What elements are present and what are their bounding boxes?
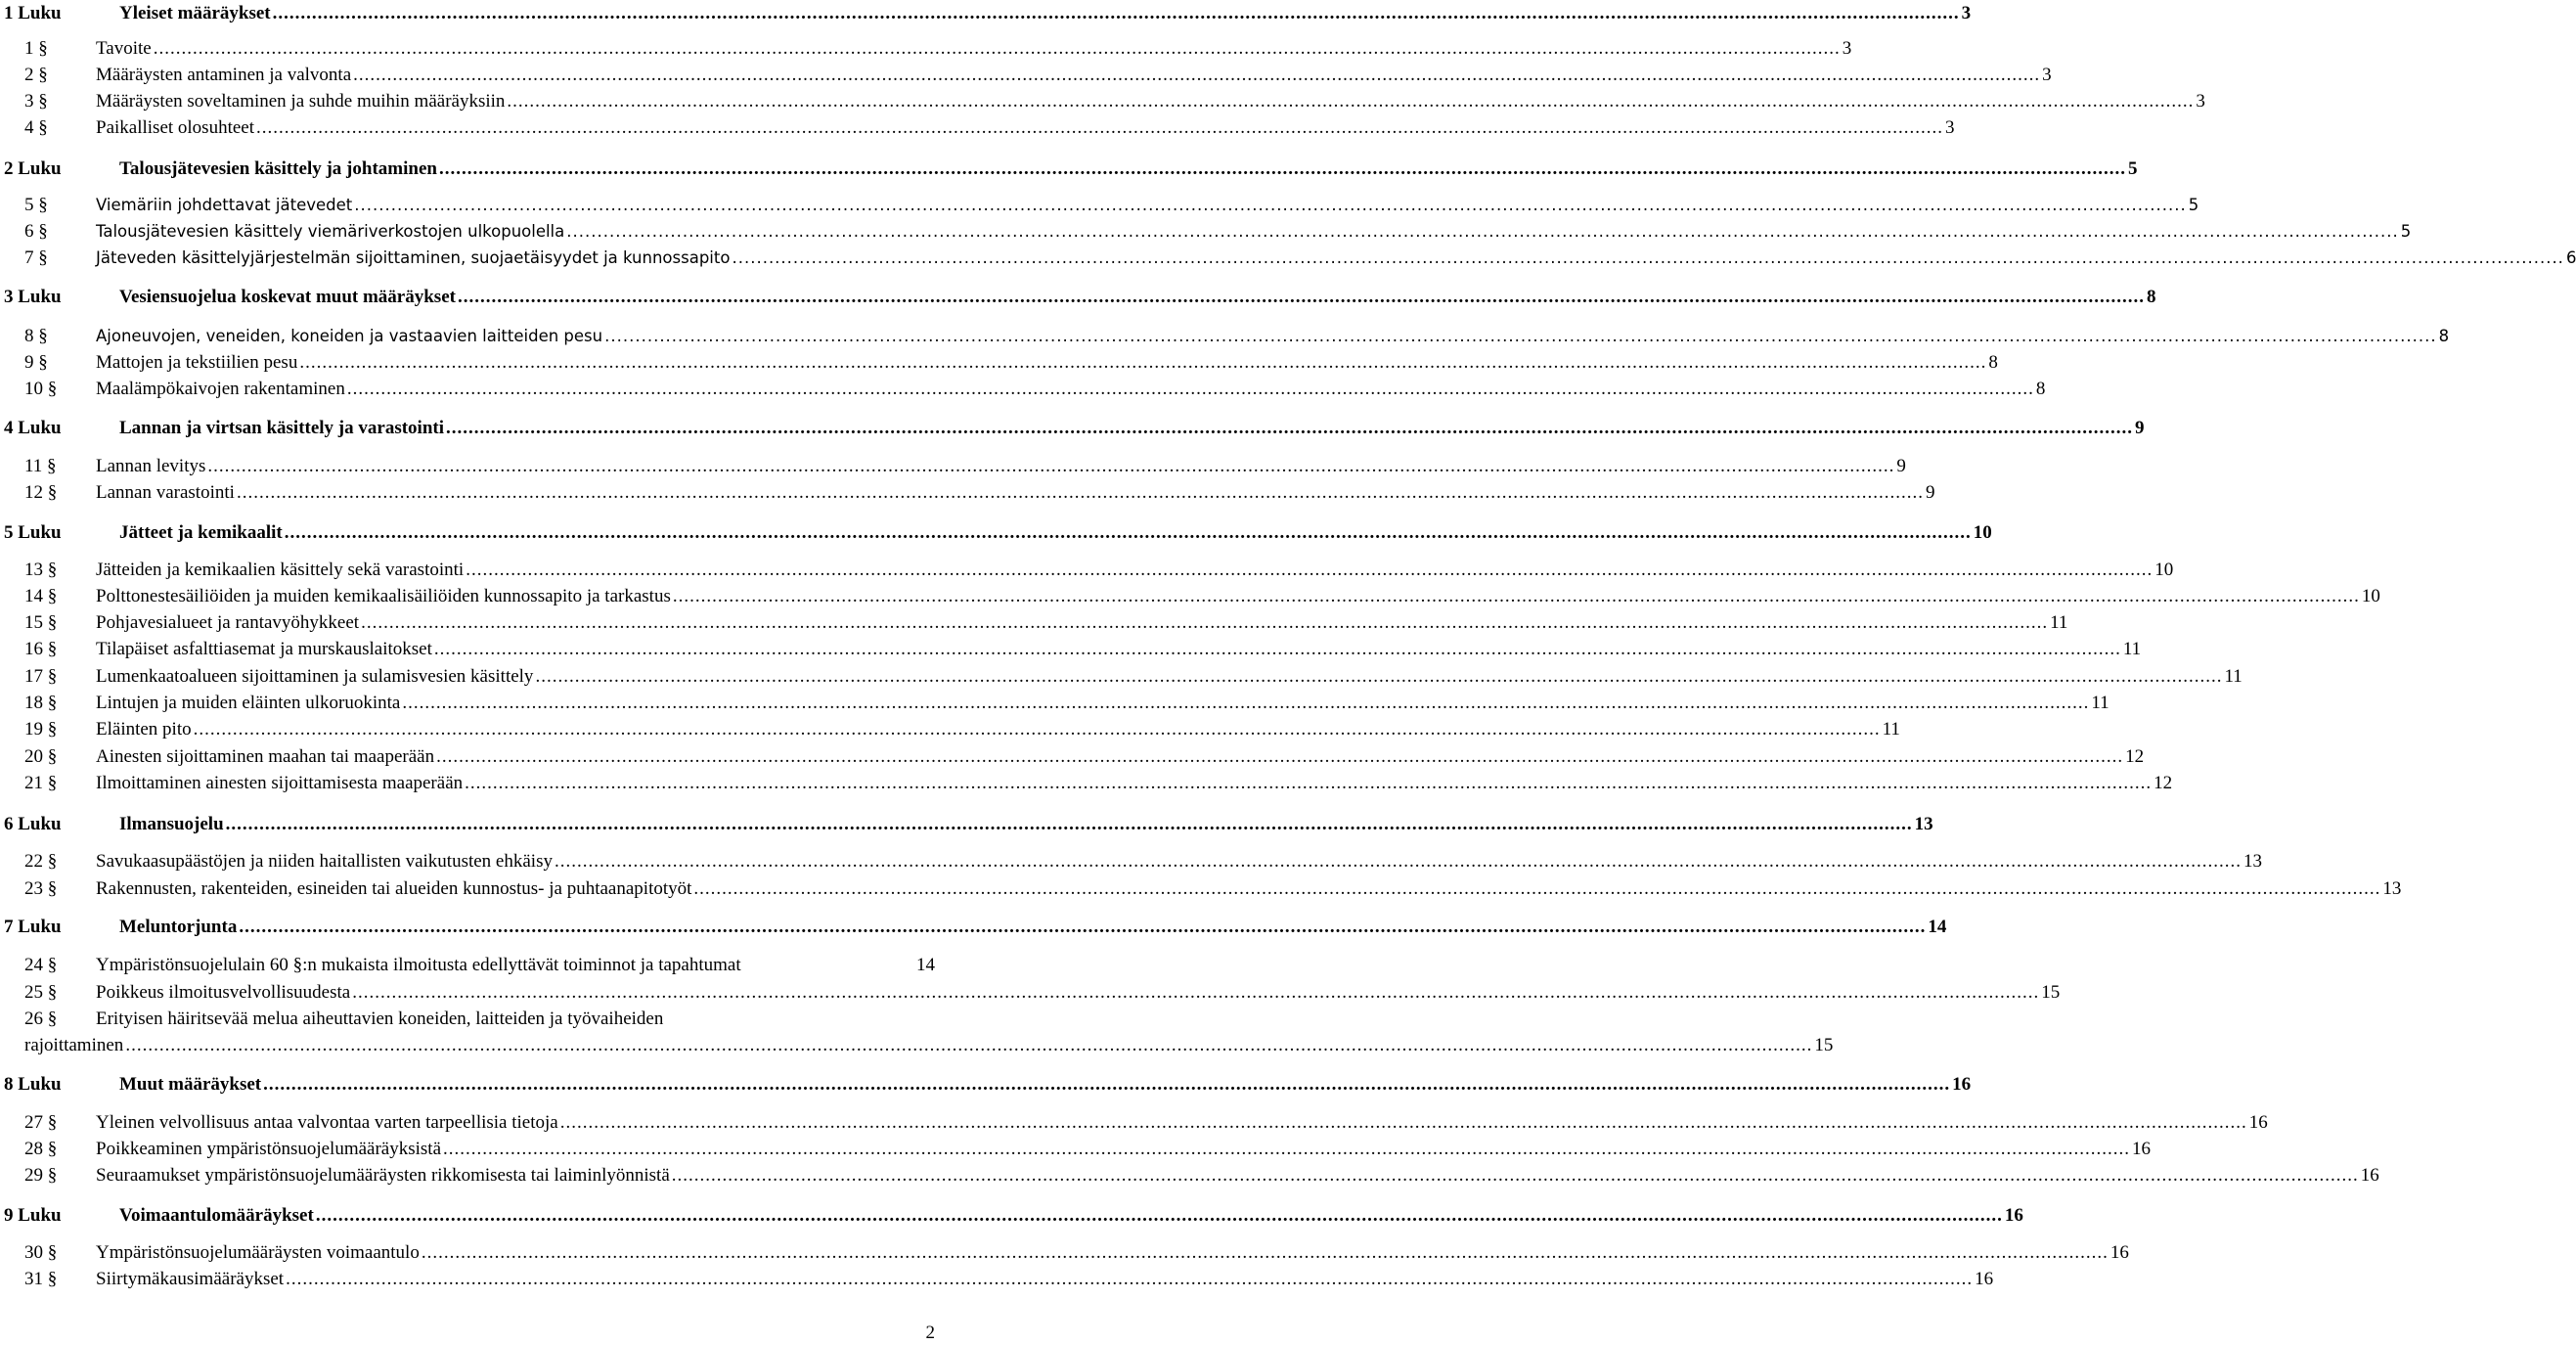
section-title: Polttonestesäiliöiden ja muiden kemikaalisäiliöiden kunnossapito ja tarkastus	[96, 586, 671, 606]
toc-section-entry-continuation	[0, 1034, 1834, 1057]
dot-leader: ............................................................................................................................................................................................................................................................................................................	[436, 746, 2124, 767]
dot-leader: ............................................................................................................................................................................................................................................................................................................	[225, 814, 1913, 834]
toc-chapter-entry	[0, 916, 1947, 939]
toc-section-entry	[0, 455, 1906, 478]
section-number: 1 §	[24, 38, 48, 59]
section-page-number: 3	[1945, 117, 1955, 138]
section-page-number: 3	[2042, 65, 2052, 85]
section-number: 16 §	[24, 639, 58, 659]
section-title: Rakennusten, rakenteiden, esineiden tai alueiden kunnostus- ja puhtaanapitotyöt	[96, 878, 692, 899]
section-title: Tilapäiset asfalttiasemat ja murskauslaitokset	[96, 639, 432, 659]
toc-section-entry	[0, 692, 2110, 715]
chapter-label: 1 Luku	[4, 3, 62, 23]
dot-leader: ............................................................................................................................................................................................................................................................................................................	[535, 666, 2223, 687]
toc-section-entry	[0, 220, 2412, 244]
toc-chapter-entry	[0, 417, 2145, 440]
chapter-label: 5 Luku	[4, 522, 62, 543]
section-number: 9 §	[24, 352, 48, 373]
section-page-number: 6	[2565, 248, 2576, 267]
chapter-title: Yleiset määräykset	[119, 3, 271, 23]
section-title: Jätteiden ja kemikaalien käsittely sekä varastointi	[96, 560, 465, 580]
dot-leader: ............................................................................................................................................................................................................................................................................................................	[346, 379, 2034, 399]
section-title: Lumenkaatoalueen sijoittaminen ja sulamisvesien käsittely	[96, 666, 534, 687]
chapter-title: Ilmansuojelu	[119, 814, 224, 834]
chapter-label: 9 Luku	[4, 1205, 62, 1226]
dot-leader: ............................................................................................................................................................................................................................................................................................................	[353, 65, 2041, 85]
dot-leader: ............................................................................................................................................................................................................................................................................................................	[272, 3, 1960, 23]
chapter-label: 3 Luku	[4, 287, 62, 307]
section-page-number: 15	[2041, 982, 2061, 1003]
dot-leader: ............................................................................................................................................................................................................................................................................................................	[732, 248, 2564, 267]
dot-leader: ............................................................................................................................................................................................................................................................................................................	[554, 851, 2242, 872]
chapter-page-number: 10	[1973, 522, 1992, 543]
section-page-number: 8	[2035, 379, 2046, 399]
section-number: 19 §	[24, 719, 58, 740]
toc-section-entry	[0, 325, 2450, 348]
toc-chapter-entry	[0, 1073, 1972, 1097]
section-number: 27 §	[24, 1112, 58, 1133]
toc-chapter-entry	[0, 521, 1992, 545]
section-page-number: 9	[1925, 482, 1935, 503]
dot-leader: ............................................................................................................................................................................................................................................................................................................	[443, 1139, 2131, 1159]
section-page-number: 12	[2154, 773, 2173, 793]
toc-section-entry	[0, 1241, 2129, 1265]
toc-section-entry	[0, 665, 2243, 689]
toc-section-entry	[0, 1008, 935, 1031]
toc-section-entry	[0, 378, 2046, 401]
toc-section-entry	[0, 559, 2174, 582]
chapter-page-number: 16	[2004, 1205, 2023, 1226]
section-page-number: 10	[2361, 586, 2380, 606]
section-number: 7 §	[24, 247, 48, 268]
page-number: 2	[925, 1323, 935, 1343]
dot-leader: ............................................................................................................................................................................................................................................................................................................	[421, 1242, 2109, 1263]
section-title: Erityisen häiritsevää melua aiheuttavien koneiden, laitteiden ja työvaiheiden	[96, 1009, 664, 1029]
dot-leader: ............................................................................................................................................................................................................................................................................................................	[286, 1269, 1974, 1289]
chapter-label: 4 Luku	[4, 418, 62, 438]
section-title: Jäteveden käsittelyjärjestelmän sijoittaminen, suojaetäisyydet ja kunnossapito	[96, 248, 731, 267]
toc-section-entry	[0, 772, 2173, 795]
dot-leader: ............................................................................................................................................................................................................................................................................................................	[507, 91, 2195, 112]
section-page-number: 14	[916, 955, 935, 975]
toc-chapter-entry	[0, 157, 2138, 181]
toc-section-entry	[0, 611, 2068, 635]
section-number: 2 §	[24, 65, 48, 85]
toc-chapter-entry	[0, 286, 2156, 309]
chapter-page-number: 13	[1914, 814, 1933, 834]
dot-leader: ............................................................................................................................................................................................................................................................................................................	[466, 560, 2154, 580]
section-number: 25 §	[24, 982, 58, 1003]
chapter-page-number: 3	[1961, 3, 1972, 23]
toc-section-entry	[0, 1164, 2379, 1188]
section-number: 5 §	[24, 195, 48, 215]
toc-chapter-entry	[0, 1204, 2023, 1228]
dot-leader: ............................................................................................................................................................................................................................................................................................................	[672, 586, 2360, 606]
toc-section-entry	[0, 1138, 2152, 1161]
chapter-title: Talousjätevesien käsittely ja johtaminen	[119, 158, 437, 179]
dot-leader: ............................................................................................................................................................................................................................................................................................................	[438, 158, 2126, 179]
section-number: 11 §	[24, 456, 57, 476]
chapter-label: 7 Luku	[4, 917, 62, 937]
toc-section-entry	[0, 850, 2262, 874]
toc-section-entry	[0, 90, 2205, 113]
section-number: 28 §	[24, 1139, 58, 1159]
section-page-number: 16	[2110, 1242, 2129, 1263]
section-number: 22 §	[24, 851, 58, 872]
section-page-number: 16	[2132, 1139, 2152, 1159]
section-title: Ilmoittaminen ainesten sijoittamisesta maaperään	[96, 773, 464, 793]
dot-leader: ............................................................................................................................................................................................................................................................................................................	[354, 196, 2187, 214]
section-page-number: 3	[2196, 91, 2205, 112]
section-number: 8 §	[24, 326, 48, 346]
toc-section-entry	[0, 745, 2145, 769]
section-page-number: 11	[1882, 719, 1900, 740]
dot-leader: ............................................................................................................................................................................................................................................................................................................	[352, 982, 2040, 1003]
toc-section-entry	[0, 481, 1935, 505]
section-title: Siirtymäkausimääräykset	[96, 1269, 285, 1289]
dot-leader: ............................................................................................................................................................................................................................................................................................................	[446, 418, 2133, 438]
dot-leader: ............................................................................................................................................................................................................................................................................................................	[299, 352, 1987, 373]
dot-leader: ............................................................................................................................................................................................................................................................................................................	[671, 1165, 2359, 1186]
dot-leader: ............................................................................................................................................................................................................................................................................................................	[207, 456, 1895, 476]
dot-leader: ............................................................................................................................................................................................................................................................................................................	[693, 878, 2381, 899]
dot-leader: ............................................................................................................................................................................................................................................................................................................	[361, 612, 2049, 633]
section-number: 13 §	[24, 560, 58, 580]
chapter-label: 2 Luku	[4, 158, 62, 179]
section-title: Ainesten sijoittaminen maahan tai maaperään	[96, 746, 435, 767]
toc-section-entry	[0, 981, 2061, 1005]
chapter-label: 8 Luku	[4, 1074, 62, 1095]
toc-chapter-entry	[0, 813, 1933, 836]
dot-leader: ............................................................................................................................................................................................................................................................................................................	[193, 719, 1881, 740]
toc-section-entry	[0, 1111, 2268, 1135]
section-number: 24 §	[24, 955, 58, 975]
dot-leader: ............................................................................................................................................................................................................................................................................................................	[465, 773, 2153, 793]
section-title: Ympäristönsuojelulain 60 §:n mukaista ilmoitusta edellyttävät toiminnot ja tapahtumat	[96, 955, 741, 975]
chapter-title: Jätteet ja kemikaalit	[119, 522, 283, 543]
toc-section-entry	[0, 351, 1998, 375]
dot-leader: ............................................................................................................................................................................................................................................................................................................	[256, 117, 1944, 138]
section-title: Eläinten pito	[96, 719, 192, 740]
dot-leader: ............................................................................................................................................................................................................................................................................................................	[284, 522, 1972, 543]
section-title: Lannan varastointi	[96, 482, 235, 503]
section-number: 15 §	[24, 612, 58, 633]
section-title: Lannan levitys	[96, 456, 206, 476]
toc-section-entry	[0, 116, 1955, 140]
section-title: Pohjavesialueet ja rantavyöhykkeet	[96, 612, 360, 633]
section-number: 10 §	[24, 379, 58, 399]
toc-section-entry	[0, 37, 1852, 61]
section-page-number: 11	[2091, 693, 2110, 713]
section-title: Ympäristönsuojelumääräysten voimaantulo	[96, 1242, 420, 1263]
chapter-page-number: 8	[2146, 287, 2156, 307]
toc-section-entry	[0, 718, 1900, 741]
section-number: 21 §	[24, 773, 58, 793]
section-number: 31 §	[24, 1269, 58, 1289]
section-number: 26 §	[24, 1009, 58, 1029]
section-number: 12 §	[24, 482, 58, 503]
section-number: 17 §	[24, 666, 58, 687]
chapter-page-number: 16	[1952, 1074, 1972, 1095]
chapter-title: Lannan ja virtsan käsittely ja varastointi	[119, 418, 444, 438]
section-page-number: 13	[2382, 878, 2402, 899]
section-page-number: 15	[1814, 1035, 1834, 1055]
section-page-number: 10	[2154, 560, 2174, 580]
chapter-page-number: 5	[2127, 158, 2138, 179]
dot-leader: ............................................................................................................................................................................................................................................................................................................	[604, 327, 2437, 345]
section-page-number: 16	[1975, 1269, 1994, 1289]
section-title: Savukaasupäästöjen ja niiden haitallisten vaikutusten ehkäisy	[96, 851, 553, 872]
dot-leader: ............................................................................................................................................................................................................................................................................................................	[566, 222, 2399, 241]
dot-leader: ............................................................................................................................................................................................................................................................................................................	[236, 482, 1924, 503]
chapter-page-number: 14	[1928, 917, 1947, 937]
section-title: Määräysten antaminen ja valvonta	[96, 65, 352, 85]
dot-leader: ............................................................................................................................................................................................................................................................................................................	[239, 917, 1927, 937]
section-title-continuation: rajoittaminen	[24, 1035, 124, 1055]
toc-section-entry	[0, 194, 2199, 217]
section-page-number: 9	[1896, 456, 1906, 476]
section-title: Mattojen ja tekstiilien pesu	[96, 352, 298, 373]
toc-section-entry	[0, 64, 2052, 87]
section-page-number: 8	[2438, 327, 2450, 345]
dot-leader: ............................................................................................................................................................................................................................................................................................................	[402, 693, 2090, 713]
section-number: 6 §	[24, 221, 48, 242]
chapter-title: Vesiensuojelua koskevat muut määräykset	[119, 287, 456, 307]
toc-section-entry	[0, 247, 2576, 270]
dot-leader: ............................................................................................................................................................................................................................................................................................................	[263, 1074, 1951, 1095]
dot-leader: ............................................................................................................................................................................................................................................................................................................	[315, 1205, 2003, 1226]
section-number: 3 §	[24, 91, 48, 112]
section-page-number: 16	[2248, 1112, 2268, 1133]
toc-section-entry	[0, 638, 2142, 661]
section-title: Tavoite	[96, 38, 152, 59]
dot-leader: ............................................................................................................................................................................................................................................................................................................	[559, 1112, 2247, 1133]
chapter-title: Muut määräykset	[119, 1074, 262, 1095]
section-number: 30 §	[24, 1242, 58, 1263]
dot-leader: ............................................................................................................................................................................................................................................................................................................	[433, 639, 2121, 659]
section-page-number: 12	[2125, 746, 2145, 767]
dot-leader: ............................................................................................................................................................................................................................................................................................................	[125, 1035, 1813, 1055]
section-page-number: 11	[2050, 612, 2068, 633]
section-title: Maalämpökaivojen rakentaminen	[96, 379, 345, 399]
toc-chapter-entry	[0, 2, 1972, 25]
section-page-number: 3	[1842, 38, 1852, 59]
section-number: 29 §	[24, 1165, 58, 1186]
section-title: Poikkeus ilmoitusvelvollisuudesta	[96, 982, 351, 1003]
chapter-title: Meluntorjunta	[119, 917, 238, 937]
section-page-number: 5	[2188, 196, 2199, 214]
section-page-number: 8	[1988, 352, 1998, 373]
section-number: 20 §	[24, 746, 58, 767]
toc-section-entry	[0, 1268, 1994, 1291]
section-title: Talousjätevesien käsittely viemäriverkostojen ulkopuolella	[96, 222, 565, 241]
section-number: 14 §	[24, 586, 58, 606]
section-title: Yleinen velvollisuus antaa valvontaa varten tarpeellisia tietoja	[96, 1112, 558, 1133]
section-page-number: 11	[2224, 666, 2243, 687]
chapter-title: Voimaantulomääräykset	[119, 1205, 314, 1226]
section-number: 23 §	[24, 878, 58, 899]
toc-section-entry	[0, 954, 935, 977]
toc-section-entry	[0, 877, 2402, 901]
section-number: 4 §	[24, 117, 48, 138]
section-title: Lintujen ja muiden eläinten ulkoruokinta	[96, 693, 401, 713]
section-title: Viemäriin johdettavat jätevedet	[96, 196, 353, 214]
dot-leader: ............................................................................................................................................................................................................................................................................................................	[457, 287, 2145, 307]
section-page-number: 16	[2360, 1165, 2379, 1186]
chapter-page-number: 9	[2135, 418, 2145, 438]
section-title: Poikkeaminen ympäristönsuojelumääräyksistä	[96, 1139, 442, 1159]
toc-section-entry	[0, 585, 2380, 608]
dot-leader: ............................................................................................................................................................................................................................................................................................................	[153, 38, 1841, 59]
chapter-label: 6 Luku	[4, 814, 62, 834]
section-page-number: 11	[2122, 639, 2142, 659]
section-page-number: 13	[2243, 851, 2262, 872]
section-title: Ajoneuvojen, veneiden, koneiden ja vastaavien laitteiden pesu	[96, 327, 603, 345]
section-title: Määräysten soveltaminen ja suhde muihin määräyksiin	[96, 91, 506, 112]
section-title: Paikalliset olosuhteet	[96, 117, 255, 138]
section-page-number: 5	[2400, 222, 2412, 241]
section-number: 18 §	[24, 693, 58, 713]
section-title: Seuraamukset ympäristönsuojelumääräysten rikkomisesta tai laiminlyönnistä	[96, 1165, 670, 1186]
